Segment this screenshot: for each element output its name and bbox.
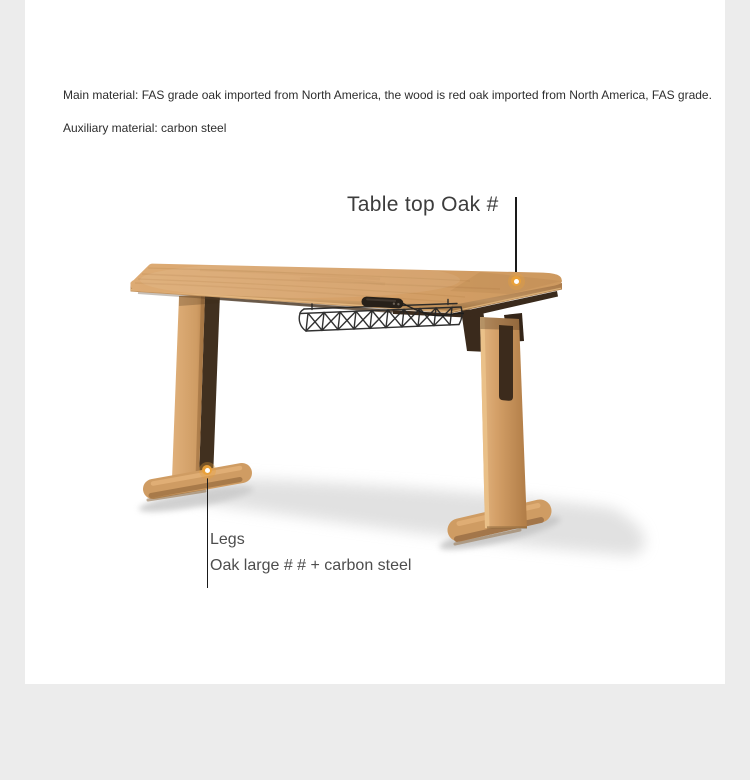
legs-marker-core [205,468,210,473]
left-leg [172,293,220,479]
auxiliary-material-text: Auxiliary material: carbon steel [63,121,227,135]
legs-marker-dot [199,462,216,479]
tabletop-callout-line [515,197,517,272]
legs-callout-label: Legs [210,531,245,548]
tabletop-callout-label: Table top Oak # [347,193,499,216]
legs-material-label: Oak large # # + carbon steel [210,557,412,574]
tabletop-marker-core [514,279,519,284]
legs-marker-ring [202,465,213,476]
tabletop-marker-ring [511,276,522,287]
legs-callout-line [207,478,209,588]
main-material-text: Main material: FAS grade oak imported from North America, the wood is red oak imported from North America, FAS grade. [63,88,712,102]
tabletop-marker-dot [508,273,525,290]
